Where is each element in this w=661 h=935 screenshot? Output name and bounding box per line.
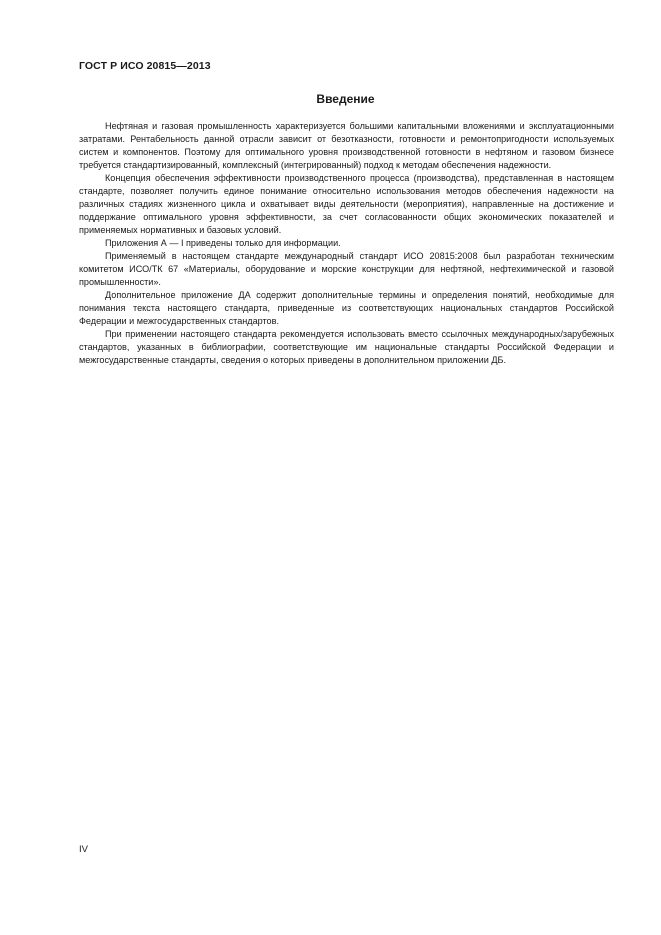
body-text bbox=[79, 120, 614, 367]
page-number: IV bbox=[79, 844, 88, 855]
paragraph: Нефтяная и газовая промышленность характеризуется большими капитальными вложениями и эксплуатационными затратами. Рентабельность данной отрасли зависит от безотказности, готовности и ремонтопригодности используемых систем и компонентов. Поэтому для оптимального уровня производственной готовности в нефтяном и газовом бизнесе требуется стандартизированный, комплексный (интегрированный) подход к методам обеспечения надежности. bbox=[79, 121, 614, 170]
document-header: ГОСТ Р ИСО 20815—2013 bbox=[79, 60, 211, 72]
paragraph: При применении настоящего стандарта рекомендуется использовать вместо ссылочных международных/зарубежных стандартов, указанных в библиографии, соответствующие им национальные стандарты Российской Федерации и межгосударственные стандарты, сведения о которых приведены в дополнительном приложении ДБ. bbox=[79, 329, 614, 365]
paragraph: Дополнительное приложение ДА содержит дополнительные термины и определения понятий, необходимые для понимания текста настоящего стандарта, приведенные из соответствующих национальных стандартов Российской Федерации и межгосударственных стандартов. bbox=[79, 290, 614, 326]
paragraph: Применяемый в настоящем стандарте международный стандарт ИСО 20815:2008 был разработан техническим комитетом ИСО/ТК 67 «Материалы, оборудование и морские конструкции для нефтяной, нефтехимической и газовой промышленности». bbox=[79, 251, 614, 287]
paragraph: Концепция обеспечения эффективности производственного процесса (производства), представленная в настоящем стандарте, позволяет получить единое понимание относительно использования методов обеспечения надежности на различных стадиях жизненного цикла и охватывает виды деятельности (мероприятия), направленные на достижение и поддержание оптимального уровня эффективности, за счет согласованности общих экономических показателей и применяемых нормативных и базовых условий. bbox=[79, 173, 614, 235]
section-title: Введение bbox=[316, 92, 375, 106]
paragraph: Приложения А — I приведены только для информации. bbox=[105, 238, 341, 248]
